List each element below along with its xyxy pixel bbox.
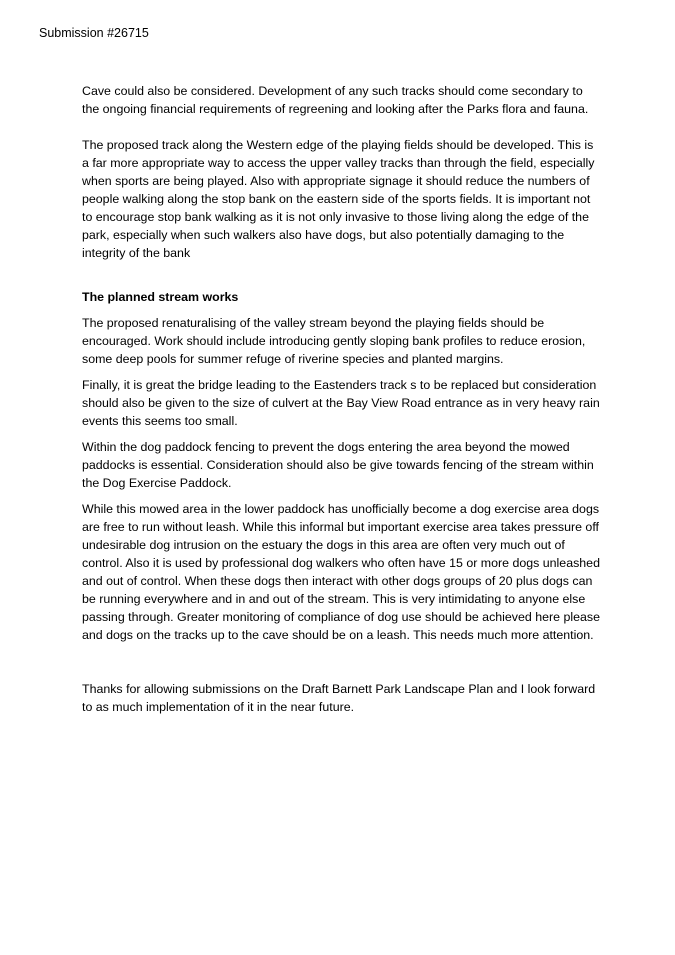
section-heading-stream-works: The planned stream works [82,290,239,304]
paragraph-bridge-culvert: Finally, it is great the bridge leading to the Eastenders track s to be replaced but consideration should also be given to the size of culvert at the Bay View Road entrance as in very heavy rain events this seems too small. [82,378,600,428]
paragraph-cave-tracks: Cave could also be considered. Development of any such tracks should come secondary to the ongoing financial requirements of regreening and looking after the Parks flora and fauna. [82,84,589,116]
paragraph-closing-thanks: Thanks for allowing submissions on the Draft Barnett Park Landscape Plan and I look forward to as much implementation of it in the near future. [82,682,596,714]
paragraph-dog-exercise-area: While this mowed area in the lower paddock has unofficially become a dog exercise area dogs are free to run without leash. While this informal but important exercise area takes pressure off undesirable dog intrusion on the estuary the dogs in this area are often very much out of control. Also it is used by professional dog walkers who often have 15 or more dogs unleashed and out of control. When these dogs then interact with other dogs groups of 20 plus dogs can be running everywhere and in and out of the stream. This is very intimidating to anyone else passing through. Greater monitoring of compliance of dog use should be achieved here please and dogs on the tracks up to the cave should be on a leash. This needs much more attention. [82,502,600,642]
submission-id: Submission #26715 [39,26,149,40]
document-body [82,82,602,716]
paragraph-western-track: The proposed track along the Western edge of the playing fields should be developed. This is a far more appropriate way to access the upper valley tracks than through the field, especially when sports are being played. Also with appropriate signage it should reduce the numbers of people walking along the stop bank on the eastern side of the sports fields. It is important not to encourage stop bank walking as it is not only invasive to those living along the edge of the park, especially when such walkers also have dogs, but also potentially damaging to the integrity of the bank [82,138,595,260]
paragraph-dog-paddock-fencing: Within the dog paddock fencing to prevent the dogs entering the area beyond the mowed paddocks is essential. Consideration should also be give towards fencing of the stream within the Dog Exercise Paddock. [82,440,594,490]
paragraph-renaturalising: The proposed renaturalising of the valley stream beyond the playing fields should be encouraged. Work should include introducing gently sloping bank profiles to reduce erosion, some deep pools for summer refuge of riverine species and planted margins. [82,316,586,366]
